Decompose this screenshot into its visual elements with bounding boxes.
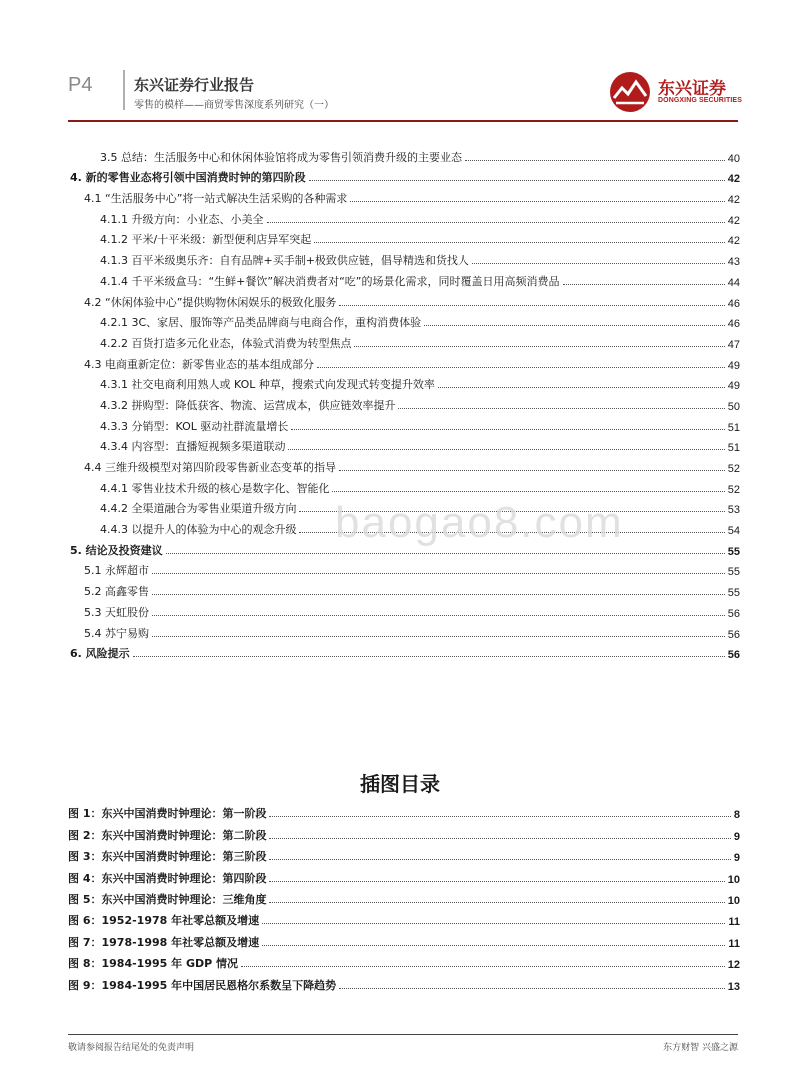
toc-entry-page: 54 [727, 525, 740, 538]
dot-leader [288, 449, 724, 450]
dot-leader [314, 242, 725, 243]
toc-entry-title: 4.4.1 零售业技术升级的核心是数字化、智能化 [100, 481, 330, 495]
figure-entry-title: 图 4：东兴中国消费时钟理论：第四阶段 [68, 871, 267, 885]
toc-entry-title: 5. 结论及投资建议 [70, 543, 163, 557]
figure-entry[interactable] [68, 928, 740, 949]
dot-leader [354, 346, 724, 347]
dot-leader [269, 881, 724, 882]
logo-text-en: DONGXING SECURITIES [658, 97, 742, 104]
figure-entry[interactable] [68, 907, 740, 928]
toc-entry-page: 56 [727, 628, 740, 641]
toc-entry[interactable] [70, 206, 740, 227]
toc-entry-page: 44 [727, 276, 740, 289]
logo-text-cn: 东兴证券 [658, 79, 726, 99]
dot-leader [398, 408, 724, 409]
toc-entry[interactable] [70, 268, 740, 289]
toc-entry-title: 4. 新的零售业态将引领中国消费时钟的第四阶段 [70, 171, 306, 185]
dot-leader [152, 636, 725, 637]
dot-leader [465, 160, 725, 161]
toc-entry-page: 51 [727, 421, 740, 434]
toc-entry-title: 4.3.3 分销型：KOL 驱动社群流量增长 [100, 419, 289, 433]
toc-entry[interactable] [70, 434, 740, 455]
toc-entry-page: 52 [727, 463, 740, 475]
toc-entry-title: 4.2.2 百货打造多元化业态，体验式消费为转型焦点 [100, 336, 352, 350]
toc-entry-title: 4.4.3 以提升人的体验为中心的观念升级 [100, 523, 297, 537]
dot-leader [269, 859, 730, 860]
dot-leader [152, 573, 725, 574]
toc-entry-page: 42 [727, 173, 740, 186]
dot-leader [424, 325, 725, 326]
toc-entry[interactable] [70, 310, 740, 331]
figure-entry-page: 11 [728, 937, 740, 950]
dot-leader [269, 838, 730, 839]
toc-entry-page: 49 [727, 380, 740, 393]
figures-list-title: 插图目录 [360, 772, 440, 796]
figure-entry-page: 10 [727, 894, 740, 907]
toc-entry[interactable] [70, 185, 740, 206]
toc-entry-page: 46 [727, 297, 740, 310]
toc-entry-page: 42 [727, 235, 740, 248]
toc-entry-page: 56 [727, 649, 740, 662]
toc-entry-page: 43 [727, 256, 740, 269]
dot-leader [262, 923, 725, 924]
toc-entry[interactable] [70, 247, 740, 268]
toc-entry-page: 50 [727, 400, 740, 413]
footer-disclaimer: 敬请参阅报告结尾处的免责声明 [68, 1043, 195, 1053]
footer-slogan: 东方财智 兴盛之源 [663, 1043, 738, 1053]
toc-entry-title: 4.1.3 百平米级奥乐齐：自有品牌+买手制+极致供应链，倡导精选和货找人 [100, 254, 469, 268]
figure-entry[interactable] [68, 821, 740, 842]
dot-leader [309, 180, 725, 181]
toc-entry-title: 5.2 高鑫零售 [84, 585, 149, 599]
watermark: baogao8.com [335, 498, 624, 547]
figure-entry[interactable] [68, 971, 740, 992]
toc-entry-title: 4.2.1 3C、家居、服饰等产品类品牌商与电商合作，重构消费体验 [100, 316, 422, 330]
dot-leader [269, 902, 724, 903]
dot-leader [241, 966, 725, 967]
toc-entry-page: 55 [727, 587, 740, 600]
figure-entry-title: 图 8：1984-1995 年 GDP 情况 [68, 957, 238, 971]
dot-leader [166, 553, 725, 554]
toc-entry[interactable] [70, 165, 740, 186]
toc-entry-title: 5.4 苏宁易购 [84, 626, 149, 640]
toc-entry-title: 4.3 电商重新定位：新零售业态的基本组成部分 [84, 357, 314, 371]
toc-entry[interactable] [70, 578, 740, 599]
toc-entry-page: 42 [727, 194, 740, 207]
dot-leader [350, 201, 724, 202]
toc-entry[interactable] [70, 392, 740, 413]
figure-entry-title: 图 1：东兴中国消费时钟理论：第一阶段 [68, 807, 267, 821]
toc-entry-title: 4.1.2 平米/十平米级：新型便利店异军突起 [100, 233, 312, 247]
figure-entry-page: 13 [727, 980, 740, 993]
figure-entry-title: 图 7：1978-1998 年社零总额及增速 [68, 935, 260, 949]
dot-leader [317, 367, 725, 368]
toc-entry-page: 40 [727, 152, 740, 165]
toc-entry[interactable] [70, 641, 740, 662]
figure-entry[interactable] [68, 800, 740, 821]
figure-entry-page: 10 [727, 873, 740, 886]
toc-entry-title: 4.3.1 社交电商利用熟人或 KOL 种草，搜索式向发现式转变提升效率 [100, 378, 435, 392]
toc-entry[interactable] [70, 599, 740, 620]
dot-leader [152, 615, 725, 616]
toc-entry-title: 5.1 永辉超市 [84, 564, 149, 578]
figure-entry-page: 9 [733, 852, 740, 865]
toc-entry-page: 49 [727, 359, 740, 372]
report-subtitle: 零售的模样——商贸零售深度系列研究（一） [134, 100, 334, 111]
toc-entry-page: 52 [727, 483, 740, 496]
toc-entry[interactable] [70, 475, 740, 496]
dot-leader [152, 594, 725, 595]
figure-entry-page: 8 [733, 809, 740, 822]
header-rule [68, 120, 738, 122]
dot-leader [291, 429, 724, 430]
toc-entry-title: 4.1.4 千平米级盒马：“生鲜+餐饮”解决消费者对“吃”的场景化需求，同时覆盖日用高频消费品 [100, 274, 560, 288]
toc-entry-page: 42 [727, 214, 740, 227]
toc-entry-title: 4.1.1 升级方向：小业态、小美全 [100, 212, 264, 226]
toc-entry-title: 4.2 “休闲体验中心”提供购物休闲娱乐的极致化服务 [84, 295, 337, 309]
table-of-contents [70, 144, 740, 661]
figure-entry[interactable] [68, 950, 740, 971]
figure-entry-page: 12 [727, 959, 740, 972]
toc-entry-title: 4.4.2 全渠道融合为零售业渠道升级方向 [100, 502, 297, 516]
toc-entry-title: 3.5 总结：生活服务中心和休闲体验馆将成为零售引领消费升级的主要业态 [100, 150, 462, 164]
toc-entry-page: 47 [727, 338, 740, 351]
dot-leader [472, 263, 725, 264]
dot-leader [332, 491, 724, 492]
header-divider [123, 70, 125, 110]
toc-entry-title: 4.4 三维升级模型对第四阶段零售新业态变革的指导 [84, 461, 336, 474]
dot-leader [269, 816, 730, 817]
toc-entry[interactable] [70, 454, 740, 475]
dot-leader [339, 988, 725, 989]
toc-entry-page: 51 [727, 442, 740, 455]
toc-entry-page: 55 [727, 545, 740, 558]
figure-entry-title: 图 9：1984-1995 年中国居民恩格尔系数呈下降趋势 [68, 978, 337, 992]
figure-entry[interactable] [68, 886, 740, 907]
toc-entry-page: 55 [727, 566, 740, 579]
dot-leader [438, 387, 725, 388]
toc-entry[interactable] [70, 144, 740, 165]
toc-entry[interactable] [70, 227, 740, 248]
dot-leader [339, 305, 724, 306]
toc-entry[interactable] [70, 413, 740, 434]
toc-entry[interactable] [70, 620, 740, 641]
toc-entry-page: 56 [727, 607, 740, 620]
toc-entry-title: 4.3.2 拼购型：降低获客、物流、运营成本，供应链效率提升 [100, 398, 396, 412]
toc-entry-title: 4.3.4 内容型：直播短视频多渠道联动 [100, 440, 286, 454]
report-title: 东兴证券行业报告 [134, 76, 255, 94]
dot-leader [339, 470, 725, 471]
toc-entry[interactable] [70, 351, 740, 372]
toc-entry[interactable] [70, 372, 740, 393]
figure-entry-title: 图 5：东兴中国消费时钟理论：三维角度 [68, 892, 267, 906]
toc-entry-page: 53 [727, 504, 740, 517]
figures-list [68, 800, 740, 993]
toc-entry-page: 46 [727, 318, 740, 331]
dot-leader [267, 222, 725, 223]
figure-entry[interactable] [68, 843, 740, 864]
figure-entry-title: 图 3：东兴中国消费时钟理论：第三阶段 [68, 850, 267, 864]
figure-entry-title: 图 6：1952-1978 年社零总额及增速 [68, 914, 260, 928]
footer-rule [68, 1034, 738, 1035]
page-header [0, 0, 800, 120]
toc-entry[interactable] [70, 330, 740, 351]
toc-entry-title: 5.3 天虹股份 [84, 605, 149, 619]
page-number: P4 [68, 74, 93, 96]
dot-leader [262, 945, 725, 946]
dot-leader [133, 656, 725, 657]
toc-entry[interactable] [70, 289, 740, 310]
toc-entry-title: 6. 风险提示 [70, 647, 130, 661]
figure-entry-page: 11 [728, 916, 740, 929]
figure-entry-page: 9 [733, 830, 740, 843]
toc-entry[interactable] [70, 558, 740, 579]
dot-leader [563, 284, 725, 285]
toc-entry-title: 4.1 “生活服务中心”将一站式解决生活采购的各种需求 [84, 192, 348, 206]
figure-entry[interactable] [68, 864, 740, 885]
figure-entry-title: 图 2：东兴中国消费时钟理论：第二阶段 [68, 828, 267, 842]
